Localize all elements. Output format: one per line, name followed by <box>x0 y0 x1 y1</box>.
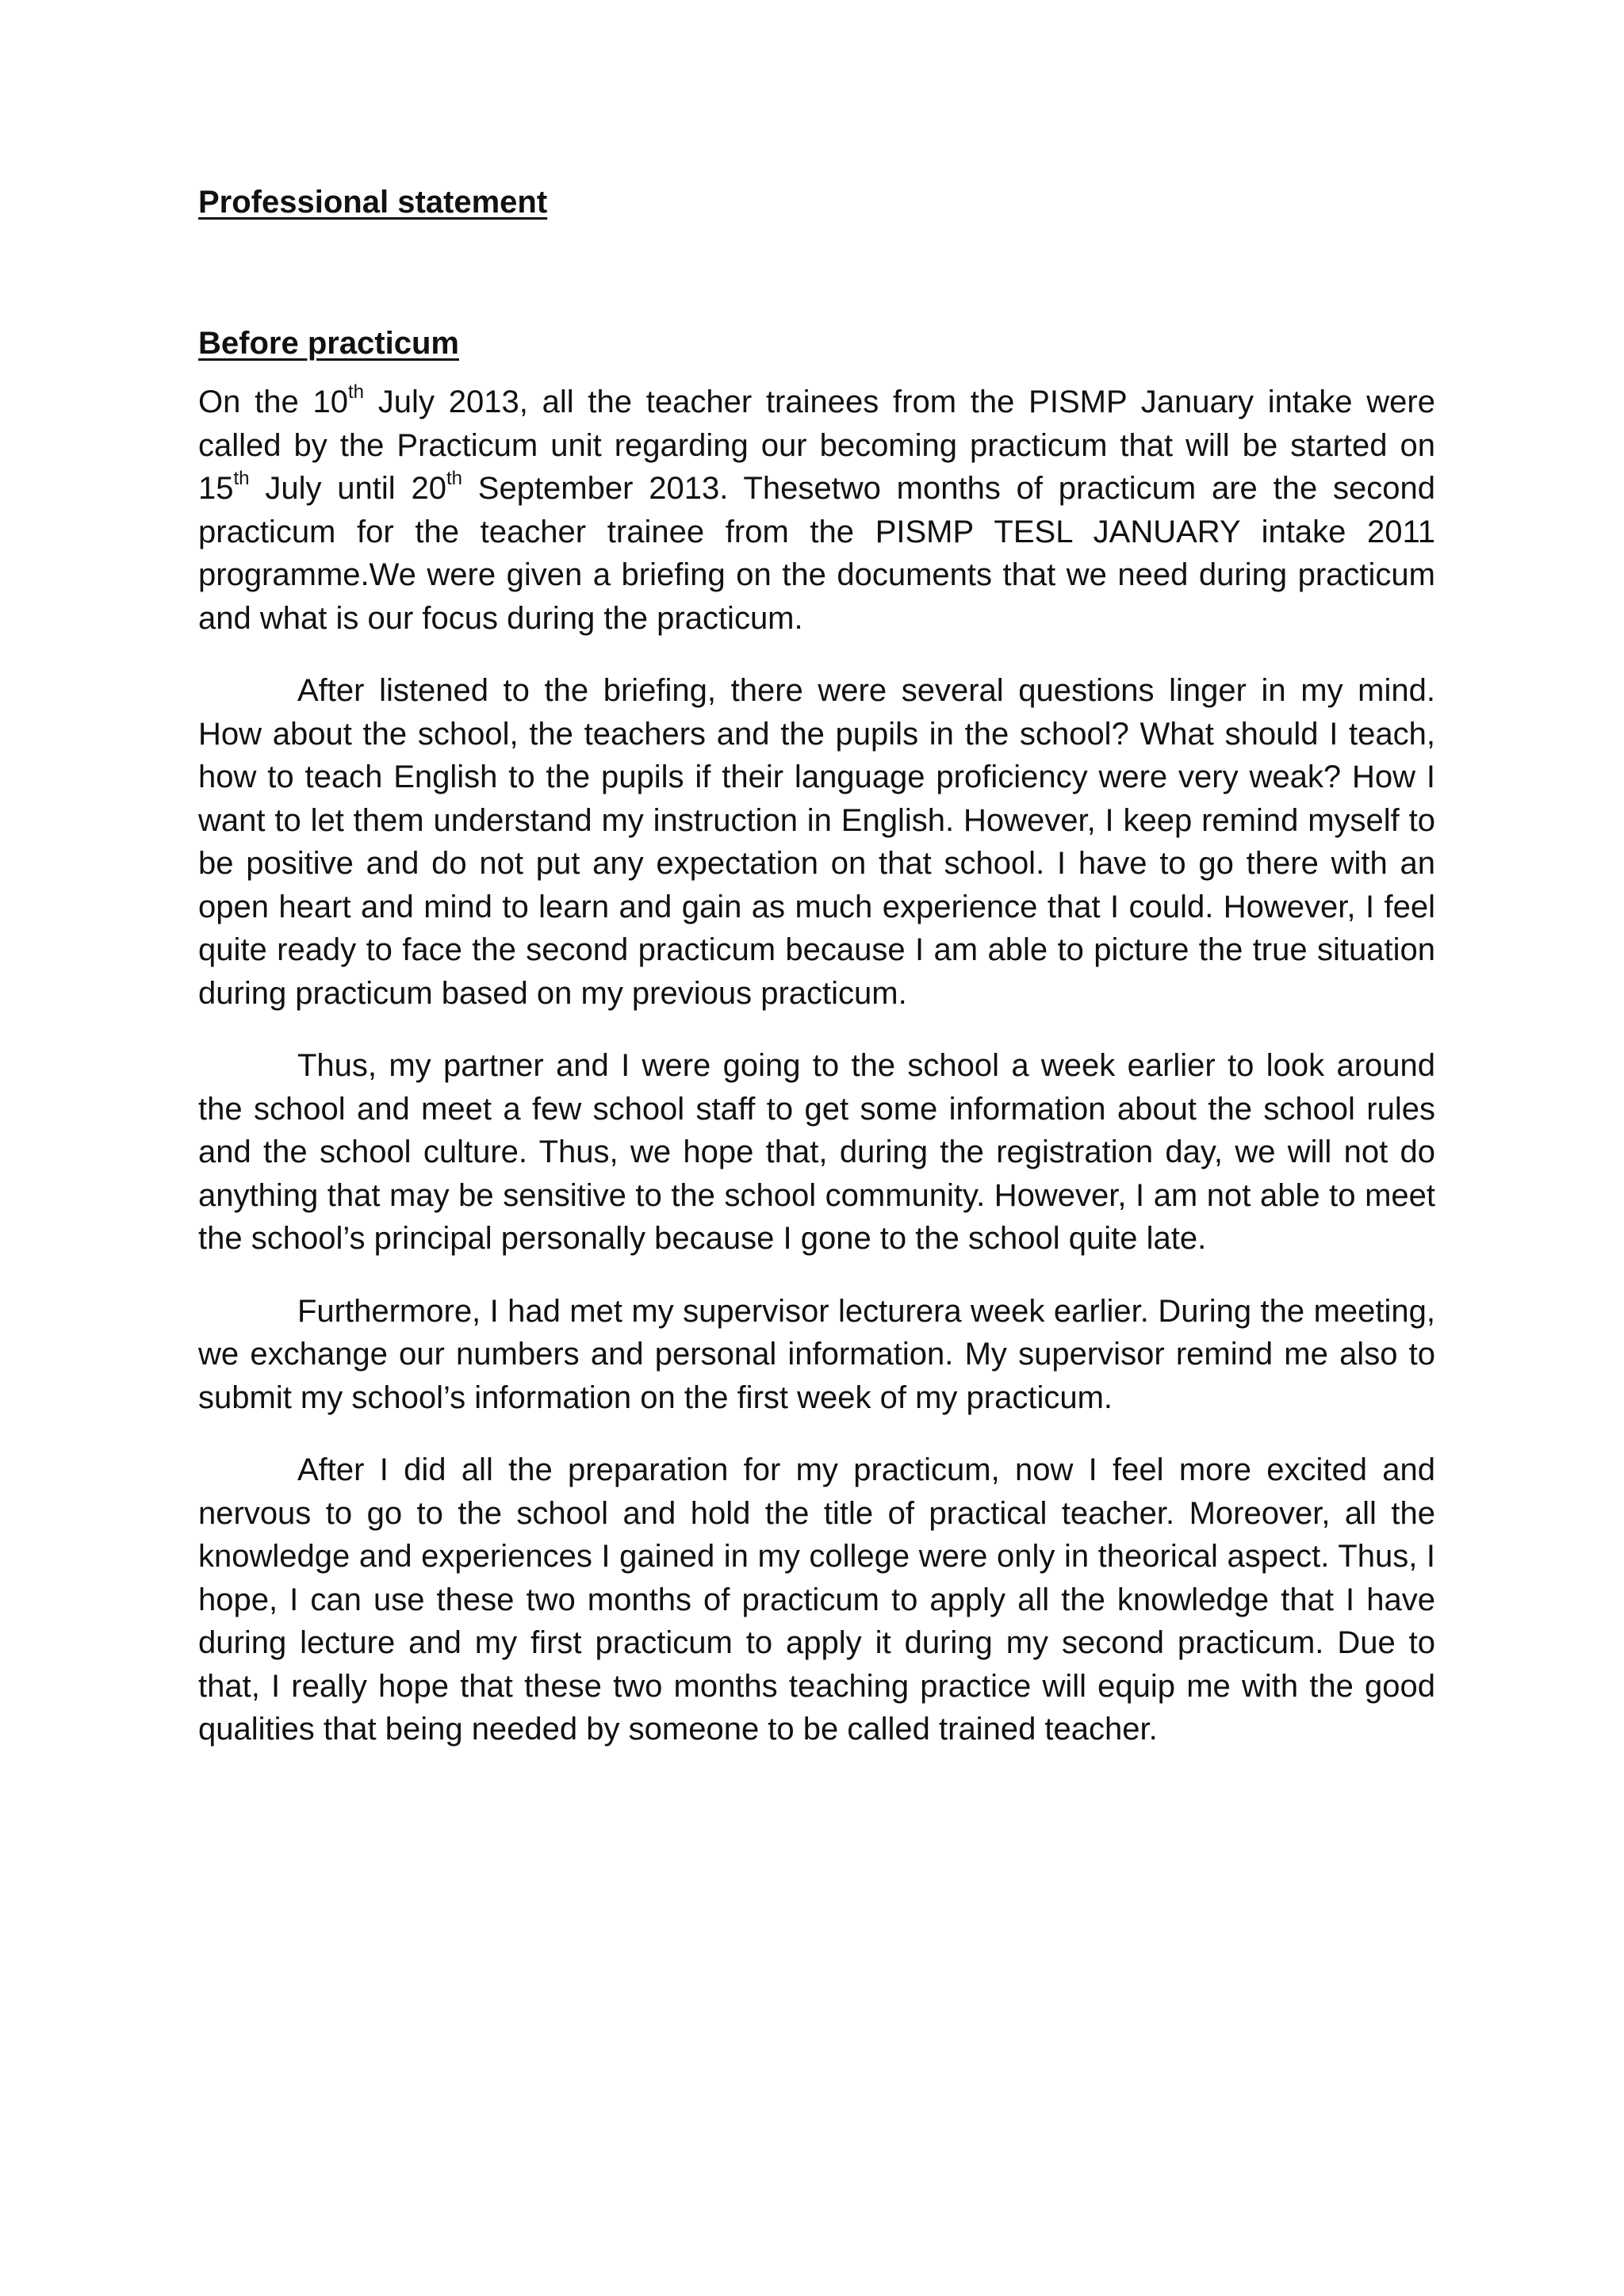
document-title: Professional statement <box>198 185 548 220</box>
ordinal-suffix: th <box>233 468 250 489</box>
paragraph-1-text-c: July until 20 <box>249 471 446 506</box>
paragraph-4: Furthermore, I had met my supervisor lecturera week earlier. During the meeting, we exchange our numbers and personal information. My supervisor remind me also to submit my school’s information on the first week of my practicum. <box>198 1293 1435 1415</box>
paragraph-1-text-b: July 2013, all the teacher trainees from the PISMP January intake were called by the Practicum unit regarding our becoming practicum that will be started on 15 <box>198 385 1435 506</box>
paragraph-5: After I did all the preparation for my practicum, now I feel more excited and nervous to go to the school and hold the title of practical teacher. Moreover, all the knowledge and experiences I gained in my college were only in theorical aspect. Thus, I hope, I can use these two months of practicum to apply all the knowledge that I have during lecture and my first practicum to apply it during my second practicum. Due to that, I really hope that these two months teaching practice will equip me with the good qualities that being needed by someone to be called trained teacher. <box>198 1452 1435 1747</box>
paragraph-3: Thus, my partner and I were going to the school a week earlier to look around the school and meet a few school staff to get some information about the school rules and the school culture. Thus, we hope that, during the registration day, we will not do anything that may be sensitive to the school community. However, I am not able to meet the school’s principal personally because I gone to the school quite late. <box>198 1048 1435 1256</box>
paragraph-1 <box>198 381 1435 640</box>
paragraph-1-text-a: On the 10 <box>198 385 349 419</box>
paragraph-2: After listened to the briefing, there were several questions linger in my mind. How about the school, the teachers and the pupils in the school? What should I teach, how to teach English to the pupils if their language proficiency were very weak? How I want to let them understand my instruction in English. However, I keep remind myself to be positive and do not put any expectation on that school. I have to go there with an open heart and mind to learn and gain as much experience that I could. However, I feel quite ready to face the second practicum because I am able to picture the true situation during practicum based on my previous practicum. <box>198 673 1435 1011</box>
paragraph-1-text-d: September 2013. Thesetwo months of practicum are the second practicum for the teacher trainee from the PISMP TESL JANUARY intake 2011 programme.We were given a briefing on the documents that we need during practicum and what is our focus during the practicum. <box>198 471 1436 636</box>
document-body <box>198 182 1435 1781</box>
ordinal-suffix: th <box>348 381 365 403</box>
ordinal-suffix: th <box>446 468 462 489</box>
section-heading-before-practicum: Before practicum <box>198 326 459 361</box>
